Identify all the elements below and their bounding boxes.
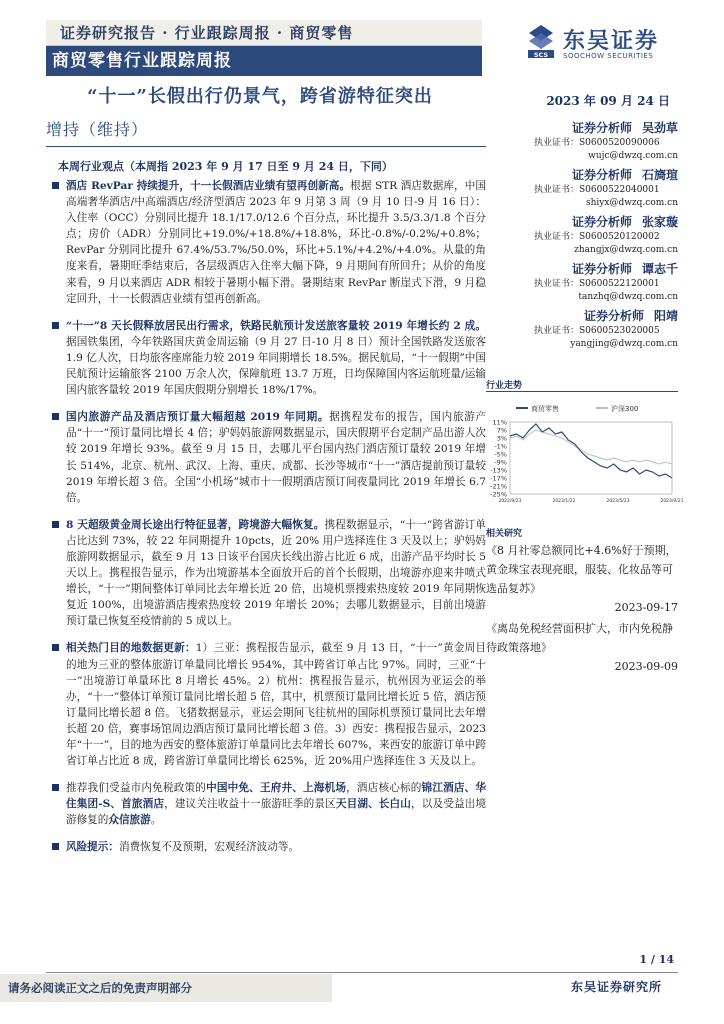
y-tick-label: -21% (490, 482, 507, 491)
logo-mark-icon (527, 24, 555, 58)
related-report-link[interactable]: 《离岛免税经营面积扩大，市内免税静待政策落地》 (486, 622, 673, 654)
institute-name: 东吴证券研究所 (570, 980, 662, 994)
headline: “十一”长假出行仍景气，跨省游特征突出 (87, 86, 433, 107)
key-point-head: 相关热门目的地数据更新： (66, 642, 196, 655)
y-tick-label: -1% (494, 442, 507, 451)
analyst-email[interactable]: yangjing@dwzq.com.cn (570, 339, 678, 349)
rec-text: ，酒店核心标的 (346, 782, 422, 795)
rec-text: ，建议关注收益十一旅游旺季的景区 (164, 798, 336, 811)
y-tick-label: -25% (490, 490, 507, 499)
x-tick-label: 2023/1/22 (552, 499, 576, 504)
report-title-bar (46, 46, 482, 76)
logo-en: SOOCHOW SECURITIES (563, 52, 654, 60)
bullet-square-icon (52, 182, 59, 189)
analyst-name: 阳靖 (653, 309, 678, 323)
report-series: 证券研究报告 · 行业跟踪周报 · 商贸零售 (60, 24, 354, 42)
key-point-head: 国内旅游产品及酒店预订量大幅超越 2019 年同期。 (66, 411, 330, 424)
analyst (498, 120, 678, 163)
analyst-reg: 执业证书：S0600520090006 (534, 138, 660, 148)
key-point-body: 据国铁集团，今年铁路国庆黄金周运输（9 月 27 日-10 月 8 日）预计全国铁路发送旅客 1.9 亿人次，日均旅客座席能力较 2019 年同期增长 18.5%。据民航局，“十一假期”中国民航预计运输旅客 2100 万余人次，保障航班 13.7 万班，日均保障国内客运航班量/运输国内旅客量较 2019 年国庆假期分别增长 18%/17%。 (66, 335, 486, 397)
bullet-square-icon (52, 413, 59, 420)
report-series-bar (46, 20, 482, 46)
related-research-list (486, 541, 678, 678)
key-point-body: 携程数据显示，“十一”跨省游订单占比达到 73%，较 22 年同期提升 10pcts，近 20% 用户选择连住 3 天及以上；驴妈妈旅游网数据显示，截至 9 月 13 日该平台国庆长线出游占比近 6 成，出游产品平均时长 5 天以上。携程报告显示，作为出境游基本全面放开后的首个长假期，出境游亦迎来井喷式增长，“十一”期间整体订单同比去年增长近 20 倍，出境机票搜索热度较 2019 年同期恢复近 100%，出境游酒店搜索热度较 2019 年增长 20%；去哪儿数据显示，目前出境游预订量已恢复至疫情前的 5 成以上。 (66, 518, 486, 628)
y-tick-label: 7% (496, 426, 507, 435)
analyst-role: 证券分析师 (571, 121, 632, 135)
analyst-role: 证券分析师 (571, 168, 632, 182)
plot-frame (510, 422, 672, 494)
related-report-link[interactable]: 《8 月社零总额同比+4.6%好于预期，黄金珠宝表现亮眼，服装、化妆品等可选品复苏》 (486, 544, 677, 595)
key-point-head: “十一”8 天长假释放居民出行需求，铁路民航预计发送旅客量较 2019 年增长约 2 成。 (66, 319, 486, 332)
analyst-list (498, 120, 678, 355)
divider (486, 391, 678, 392)
rec-stocks: 锦江酒店、华住集团-S、首旅酒店 (66, 782, 487, 811)
legend-label-commerce: 商贸零售 (531, 405, 559, 413)
key-point-head: 8 天超级黄金周长途出行特征显著，跨境游大幅恢复。 (66, 518, 325, 531)
bullet-square-icon (52, 644, 59, 651)
x-tick-label: 2022/9/23 (498, 499, 522, 504)
analyst-reg: 执业证书：S0600523020005 (534, 326, 660, 336)
x-tick-label: 2023/9/21 (660, 499, 684, 504)
disclaimer-bar (0, 974, 332, 1002)
risk-body: 消费恢复不及预期，宏观经济波动等。 (118, 841, 300, 854)
key-points (50, 178, 486, 856)
divider (46, 146, 486, 147)
key-point (50, 318, 486, 398)
analyst-name: 谭志千 (641, 262, 678, 276)
risk-warning (50, 839, 486, 855)
analyst-email[interactable]: zhangjx@dwzq.com.cn (574, 245, 678, 255)
legend-label-hs300: 沪深300 (611, 405, 639, 413)
weekly-view-heading: 本周行业观点（本周指 2023 年 9 月 17 日至 9 月 24 日，下同） (58, 160, 393, 173)
rec-stocks: 天目湖、长白山 (335, 798, 412, 811)
report-date: 2023 年 09 月 24 日 (546, 94, 670, 108)
analyst-name: 张家璇 (641, 215, 678, 229)
logo-cn: 东吴证券 (563, 29, 660, 54)
analyst-reg: 执业证书：S0600522120001 (534, 279, 660, 289)
key-point-body: 1）三亚：携程报告显示，截至 9 月 13 日，“十一”黄金周目的地为三亚的整体旅游订单量同比增长 954%，其中跨省订单占比 97%。同时，三亚“十一”出境游订单量环比 8 月增长 45%。2）杭州：携程报告显示，杭州因为亚运会的举办，“十一”整体订单预订量同比增长超 5 倍，其中，机票预订量同比增长近 5 倍，酒店预订量同比增长超 8 倍。飞猪数据显示，亚运会期间飞往杭州的国际机票预订量同比去年增长超 20 倍，赛事场馆周边酒店预订量同比增长超 3 倍。3）西安：携程报告显示，2023 年“十一”，目的地为西安的整体旅游订单量同比去年增长 607%，来西安的旅游订单中跨省订单占比近 8 成，跨省游订单量同比增长 625%，近 20%用户选择连住 3 天及以上。 (66, 642, 487, 768)
key-point (50, 409, 486, 506)
key-point-body: 据携程发布的报告，国内旅游产品“十一”预订量同比增长 4 倍；驴妈妈旅游网数据显示，国庆假期平台定制产品出游人次较 2019 年增长 93%。截至 9 月 15 日，去哪儿平台国内热门酒店预订量较 2019 年增长 514%，北京、杭州、武汉、上海、重庆、成都、长沙等城市“十一”酒店提前预订量较 2019 年增长超 3 倍。全国“小机场”城市十一假期酒店预订间夜量同比 2019 年增长 6.7 倍。 (66, 411, 487, 504)
rec-text: 推荐我们受益市内免税政策的 (66, 782, 207, 795)
related-research-title: 相关研究 (486, 529, 523, 539)
analyst (498, 261, 678, 304)
key-point (50, 178, 486, 307)
rec-stocks: 众信旅游 (108, 814, 151, 827)
report-title: 商贸零售行业跟踪周报 (52, 51, 232, 71)
industry-trend-chart (486, 396, 684, 506)
x-tick-label: 2023/5/23 (606, 499, 630, 504)
rating: 增持（维持） (46, 120, 149, 139)
analyst (498, 308, 678, 351)
y-tick-label: 11% (492, 418, 507, 427)
analyst-reg: 执业证书：S0600520120002 (534, 232, 660, 242)
analyst-email[interactable]: shiyx@dwzq.com.cn (586, 198, 678, 208)
divider (46, 972, 678, 973)
rec-stocks: 中国中免、王府井、上海机场 (206, 782, 347, 795)
key-point (50, 640, 486, 769)
soochow-logo (527, 24, 677, 66)
disclaimer-text: 请务必阅读正文之后的免责声明部分 (8, 981, 192, 995)
bullet-square-icon (52, 322, 59, 329)
recommendation (50, 780, 486, 828)
analyst (498, 214, 678, 257)
analyst-role: 证券分析师 (571, 262, 632, 276)
y-tick-label: 3% (496, 434, 507, 443)
analyst-name: 吴劲草 (641, 121, 678, 135)
bullet-square-icon (52, 784, 59, 791)
key-point-head: 酒店 RevPar 持续提升，十一长假酒店业绩有望再创新高。 (66, 180, 351, 192)
key-point-body: 根据 STR 酒店数据库，中国高端奢华酒店/中高端酒店/经济型酒店 2023 年 9 月第 3 周（9 月 10 日-9 月 16 日）：入住率（OCC）分别同比提升 18.1/17.0/12.6 个百分点，环比提升 3.5/3.3/1.8 个百分点；房价（ADR）分别同比+19.0%/+18.8%/+18.8%，环比-0.8%/-0.2%/+0.8%；RevPar 分别同比提升 67.4%/53.7%/50.0%，环比+5.1%/+4.2%/+4.0%。从量的角度来看，暑期旺季结束后，各层级酒店入住率大幅下降，9 月期间有所回升；从价的角度来看，9 月以来酒店 ADR 相较于暑期小幅下滑。暑期结束 RevPar 断崖式下滑，9 月稳定回升，十一长假酒店业绩有望再创新高。 (66, 180, 486, 305)
related-report-date: 2023-09-09 (614, 660, 678, 673)
series-line-commerce (510, 424, 672, 478)
y-tick-label: -17% (490, 474, 507, 483)
y-tick-label: -9% (494, 458, 507, 467)
trend-title: 行业走势 (486, 381, 523, 391)
analyst-role: 证券分析师 (583, 309, 644, 323)
page-number: 1 / 14 (639, 953, 674, 966)
analyst (498, 167, 678, 210)
key-point (50, 517, 486, 630)
risk-head: 风险提示： (66, 841, 119, 854)
series-line-hs300 (510, 430, 672, 464)
rec-text: 。 (150, 814, 162, 827)
logo-mark-text: SCS (533, 51, 549, 59)
analyst-name: 石旖瑄 (641, 168, 678, 182)
related-report-date: 2023-09-17 (614, 601, 678, 614)
bullet-square-icon (52, 843, 59, 850)
analyst-email[interactable]: wujc@dwzq.com.cn (588, 151, 678, 161)
analyst-email[interactable]: tanzhq@dwzq.com.cn (578, 292, 678, 302)
y-tick-label: -13% (490, 466, 507, 475)
bullet-square-icon (52, 521, 59, 528)
analyst-role: 证券分析师 (571, 215, 632, 229)
analyst-reg: 执业证书：S0600522040001 (534, 185, 660, 195)
rec-text: ，以及受益出境游修复的 (66, 798, 487, 827)
y-tick-label: -5% (494, 450, 507, 459)
